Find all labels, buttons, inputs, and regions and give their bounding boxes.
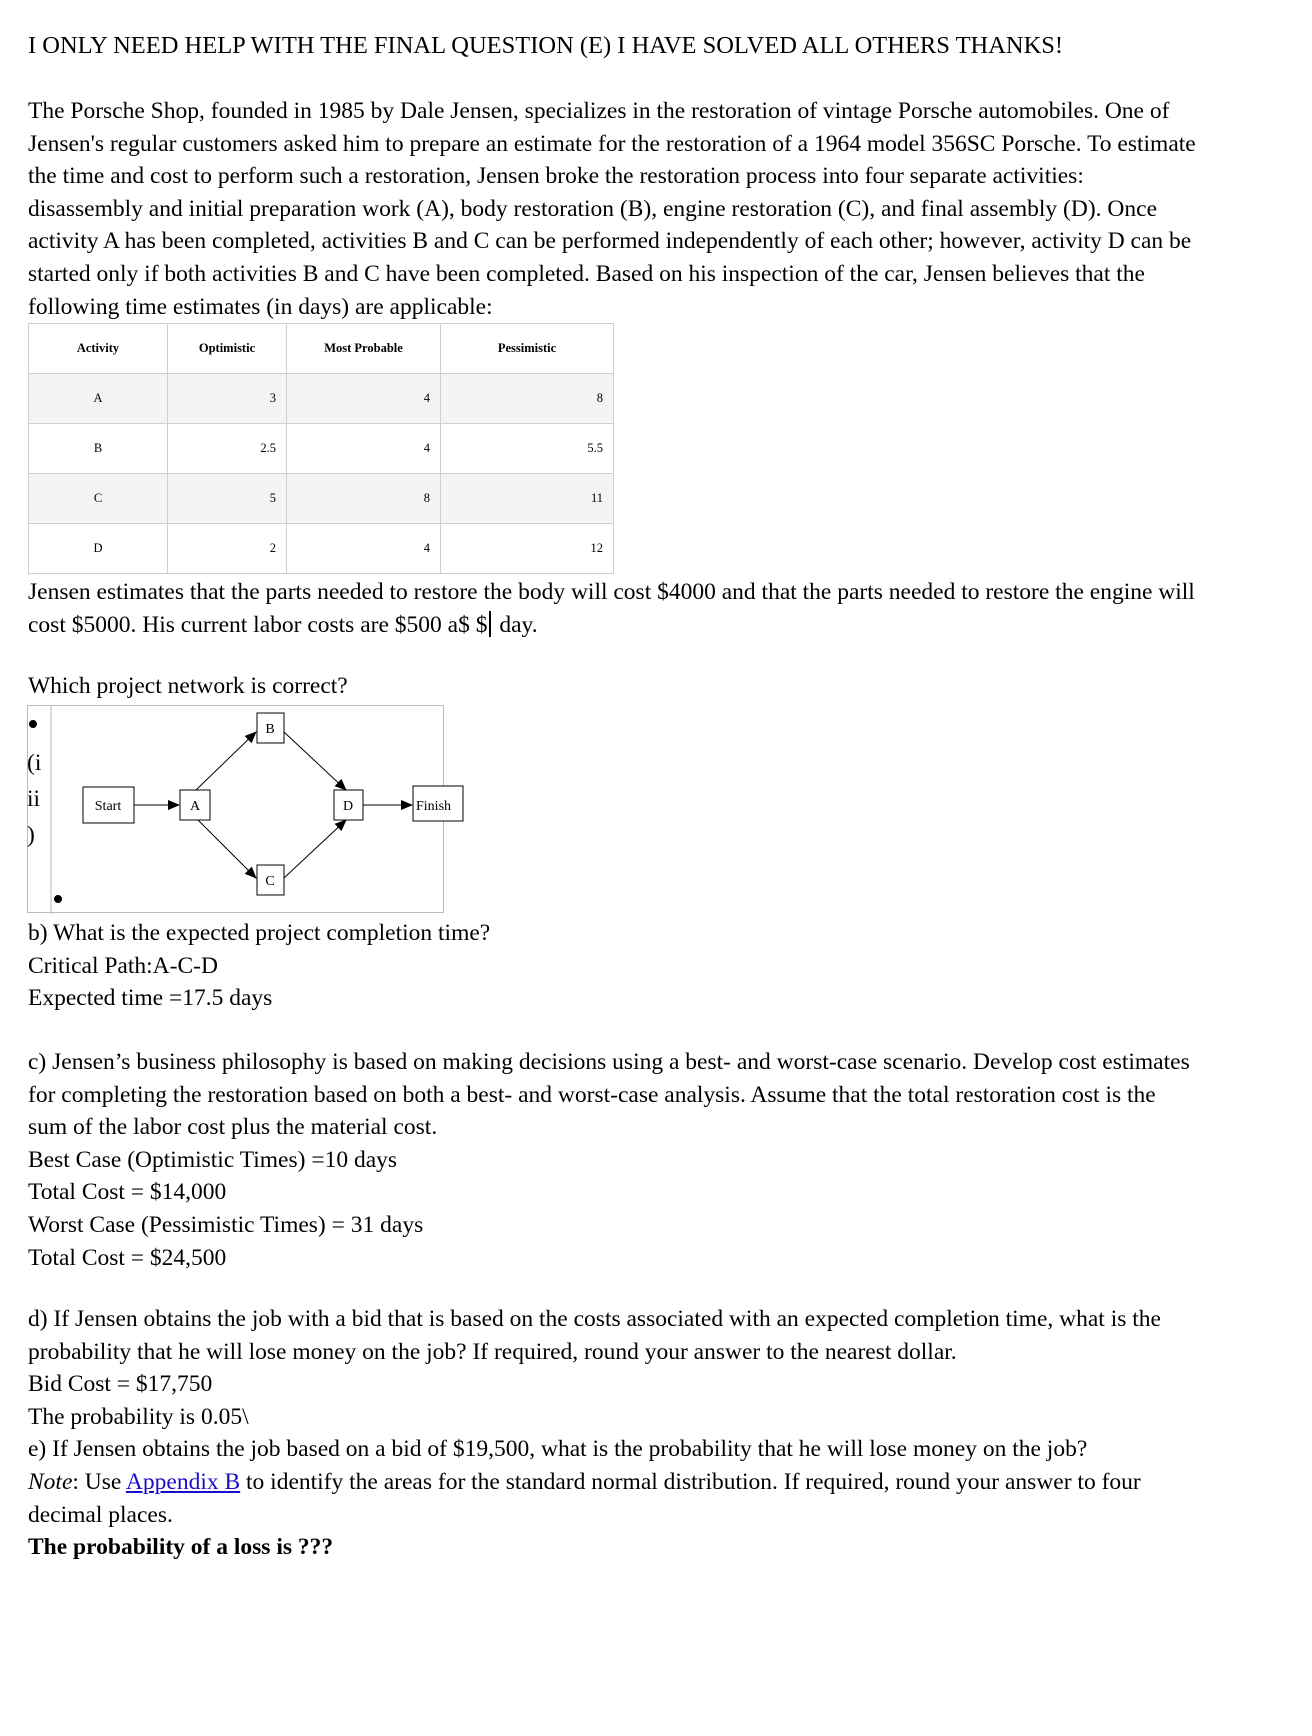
edge-b-d xyxy=(284,732,346,790)
best-case-cost: Total Cost = $14,000 xyxy=(28,1179,227,1206)
note-label: Note xyxy=(28,1468,73,1495)
optimistic-cell: 3 xyxy=(168,374,287,424)
activity-cell: C xyxy=(29,474,168,524)
page-heading: I ONLY NEED HELP WITH THE FINAL QUESTION (E) I HAVE SOLVED ALL OTHERS THANKS! xyxy=(28,32,1064,59)
column-header: Most Probable xyxy=(287,324,441,374)
most-probable-cell: 4 xyxy=(287,424,441,474)
bullet xyxy=(54,895,62,903)
table-row xyxy=(29,424,614,474)
edge-a-c xyxy=(198,820,256,878)
activity-cell: B xyxy=(29,424,168,474)
most-probable-cell: 4 xyxy=(287,374,441,424)
question-a: Which project network is correct? xyxy=(28,673,348,699)
activity-cell: D xyxy=(29,524,168,574)
table-row xyxy=(29,474,614,524)
node-d xyxy=(334,790,363,820)
optimistic-cell: 2.5 xyxy=(168,424,287,474)
node-finish xyxy=(413,786,463,821)
pessimistic-cell: 8 xyxy=(441,374,614,424)
problem-intro: The Porsche Shop, founded in 1985 by Dale Jensen, specializes in the restoration of vintage Porsche automobiles. One of Jensen's regular customers asked him to prepare an estimate for the restoration of a 1964 model 356SC Porsche. To estimate the time and cost to perform such a restoration, Jensen broke the restoration process into four separate activities: disassembly and initial preparation work (A), body restoration (B), engine restoration (C), and final assembly (D). Once activity A has been completed, activities B and C can be performed independently of each other; however, activity D can be started only if both activities B and C have been completed. Based on his inspection of the car, Jensen believes that the following time estimates (in days) are applicable: xyxy=(28,98,1196,320)
optimistic-cell: 2 xyxy=(168,524,287,574)
cost-text: Jensen estimates that the parts needed to restore the body will cost $4000 and that the parts needed to restore the engine will cost $5000. His current labor costs are $500 a$ $ xyxy=(28,579,1195,638)
note xyxy=(28,1466,1198,1531)
question-d xyxy=(28,1303,1198,1564)
pessimistic-cell: 12 xyxy=(441,524,614,574)
node-label: Start xyxy=(94,799,122,814)
text-cursor xyxy=(489,611,491,637)
question-b-text: b) What is the expected project completion time? xyxy=(28,920,491,946)
edge-a-b xyxy=(196,732,256,790)
node-c xyxy=(257,865,284,895)
probability-answer: The probability of a loss is ??? xyxy=(28,1534,334,1561)
table-row xyxy=(29,524,614,574)
column-header: Pessimistic xyxy=(441,324,614,374)
question-e-text: e) If Jensen obtains the job based on a bid of $19,500, what is the probability that he will lose money on the job? xyxy=(28,1436,1088,1463)
node-label: D xyxy=(342,799,354,814)
optimistic-cell: 5 xyxy=(168,474,287,524)
node-b xyxy=(257,713,284,743)
appendix-b-link[interactable]: Appendix B xyxy=(125,1468,241,1495)
bid-cost: Bid Cost = $17,750 xyxy=(28,1371,213,1398)
question-c xyxy=(28,1046,1198,1274)
node-label: B xyxy=(265,722,275,737)
column-header: Optimistic xyxy=(168,324,287,374)
expected-time: Expected time =17.5 days xyxy=(28,985,273,1012)
radio-bullet[interactable] xyxy=(29,720,37,728)
note-text: : Use xyxy=(72,1468,126,1495)
node-label: Finish xyxy=(416,799,452,814)
cost-text-tail: day. xyxy=(493,611,538,638)
pessimistic-cell: 11 xyxy=(441,474,614,524)
node-start xyxy=(83,787,134,823)
network-diagram xyxy=(27,705,452,913)
note-text: to identify the areas for the standard normal distribution. If required, round your answer to four decimal places. xyxy=(28,1468,1141,1528)
most-probable-cell: 8 xyxy=(287,474,441,524)
node-a xyxy=(180,790,210,820)
pessimistic-cell: 5.5 xyxy=(441,424,614,474)
worst-case: Worst Case (Pessimistic Times) = 31 days xyxy=(28,1211,424,1238)
question-c-text: c) Jensen’s business philosophy is based on making decisions using a best- and worst-case scenario. Develop cost estimates for completing the restoration based on both a best- and worst-case analysis. Assume that the total restoration cost is the sum of the labor cost plus the material cost. xyxy=(28,1049,1190,1141)
time-estimates-table xyxy=(28,323,614,574)
question-b xyxy=(28,917,1198,1015)
question-d-text: d) If Jensen obtains the job with a bid that is based on the costs associated with an expected completion time, what is the probability that he will lose money on the job? If required, round your answer to the nearest dollar. xyxy=(28,1306,1161,1365)
probability-d: The probability is 0.05\ xyxy=(28,1403,249,1430)
node-label: A xyxy=(189,799,201,814)
table-header-row xyxy=(29,324,614,374)
table-row xyxy=(29,374,614,424)
worst-case-cost: Total Cost = $24,500 xyxy=(28,1244,227,1271)
option-label: (i ii ) xyxy=(27,750,42,848)
cost-statement xyxy=(28,576,1198,641)
activity-cell: A xyxy=(29,374,168,424)
most-probable-cell: 4 xyxy=(287,524,441,574)
critical-path: Critical Path:A-C-D xyxy=(28,952,218,979)
best-case: Best Case (Optimistic Times) =10 days xyxy=(28,1146,398,1173)
node-label: C xyxy=(265,874,275,889)
column-header: Activity xyxy=(29,324,168,374)
edge-c-d xyxy=(284,820,346,878)
